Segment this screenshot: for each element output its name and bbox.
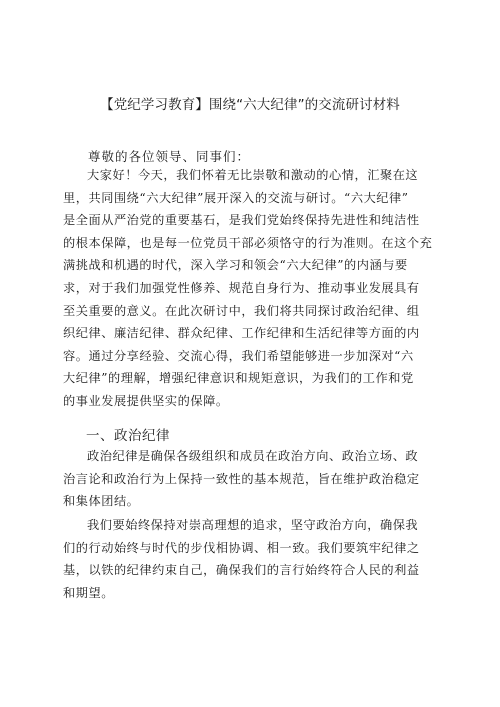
salutation: 尊敬的各位领导、同事们： xyxy=(88,149,251,164)
paragraph-line: 和集体团结。 xyxy=(63,494,140,509)
paragraph-line: 织纪律、廉洁纪律、群众纪律、工作纪律和生活纪律等方面的内 xyxy=(63,326,420,341)
paragraph-line: 治言论和政治行为上保持一致性的基本规范，旨在维护政治稳定 xyxy=(63,471,420,486)
paragraph-line: 满挑战和机遇的时代，深入学习和领会“六大纪律”的内涵与要 xyxy=(63,258,408,273)
paragraph-line: 里，共同围绕“六大纪律”展开深入的交流与研讨。“六大纪律” xyxy=(63,190,409,205)
paragraph-line: 的根本保障，也是每一位党员干部必须恪守的行为准则。在这个充 xyxy=(63,235,433,250)
paragraph-line: 求，对于我们加强党性修养、规范自身行为、推动事业发展具有 xyxy=(63,280,420,295)
paragraph-line: 我们要始终保持对崇高理想的追求，坚守政治方向，确保我 xyxy=(87,518,419,532)
paragraph-line: 大家好！今天，我们怀着无比崇敬和激动的心情，汇聚在这 xyxy=(87,168,419,182)
document-title: 【党纪学习教育】围绕“六大纪律”的交流研讨材料 xyxy=(100,97,400,113)
section-paragraph-2 xyxy=(63,514,437,604)
paragraph-line: 和期望。 xyxy=(63,585,114,600)
paragraph-line: 是全面从严治党的重要基石，是我们党始终保持先进性和纯洁性 xyxy=(63,213,420,228)
paragraph-line: 们的行动始终与时代的步伐相协调、相一致。我们要筑牢纪律之 xyxy=(63,540,420,555)
paragraph-line: 容。通过分享经验、交流心得，我们希望能够进一步加深对“六 xyxy=(63,348,414,363)
paragraph-line: 大纪律”的理解，增强纪律意识和规矩意识，为我们的工作和党 xyxy=(63,371,414,386)
intro-paragraph xyxy=(63,164,437,413)
paragraph-line: 基，以铁的纪律约束自己，确保我们的言行始终符合人民的利益 xyxy=(63,563,420,578)
paragraph-line: 政治纪律是确保各级组织和成员在政治方向、政治立场、政 xyxy=(87,449,419,463)
paragraph-line: 的事业发展提供坚实的保障。 xyxy=(63,393,229,408)
section-paragraph-1 xyxy=(63,445,437,513)
paragraph-line: 至关重要的意义。在此次研讨中，我们将共同探讨政治纪律、组 xyxy=(63,303,420,318)
section-heading-political-discipline: 一、政治纪律 xyxy=(86,428,170,444)
